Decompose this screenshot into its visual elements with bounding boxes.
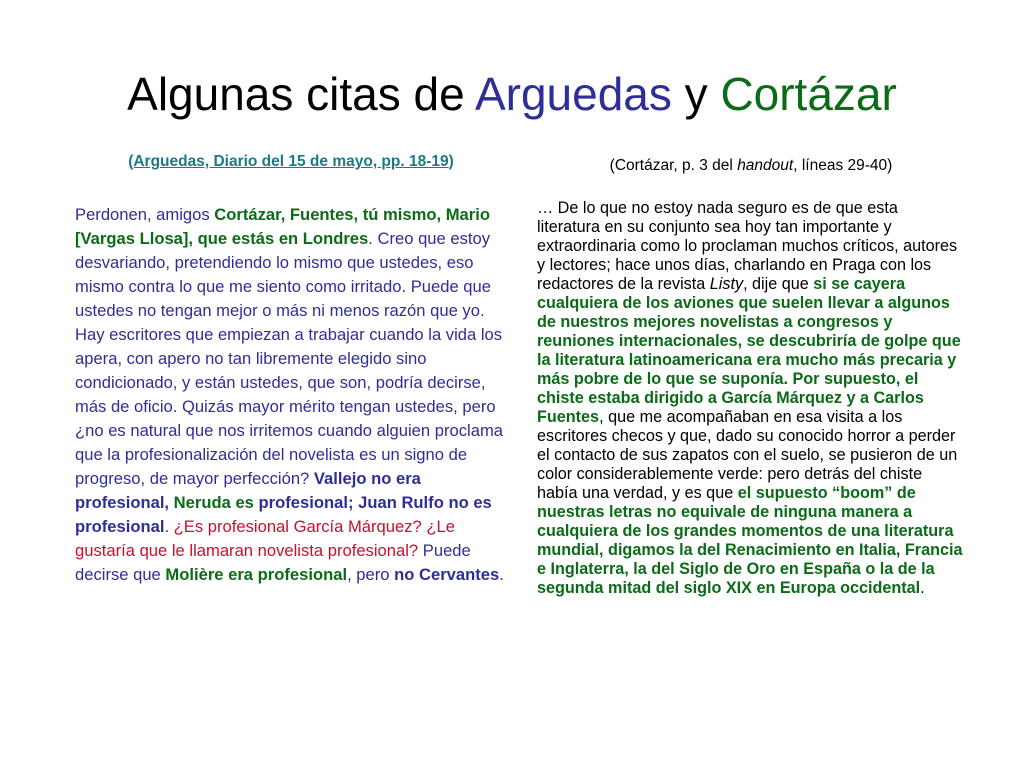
cortazar-source-pre: (Cortázar, p. 3 del	[609, 157, 738, 174]
title-prefix: Algunas citas de	[127, 68, 475, 120]
cortazar-quote-column	[537, 148, 965, 598]
quote-emphasis: no Cervantes	[394, 565, 500, 584]
quote-emphasis: Molière era profesional	[165, 565, 348, 584]
quote-text: .	[920, 579, 925, 597]
arguedas-source-close: )	[448, 153, 454, 170]
quote-italic: Listy	[709, 275, 744, 293]
cortazar-source-handout: handout	[737, 157, 794, 174]
quote-text: .	[499, 565, 504, 584]
arguedas-source-link[interactable]: (Arguedas, Diario del 15 de mayo, pp. 18-19	[128, 153, 449, 170]
quote-emphasis: si se cayera cualquiera de los aviones que suelen llevar a algunos de nuestros mejores novelistas a congresos y reuniones internacionales, se descubriría de golpe que la literatura latinoamericana era mucho más precaria y más pobre de lo que se suponía. Por supuesto, el chiste estaba dirigido a García Márquez y a Carlos Fuentes	[537, 275, 961, 426]
quote-text: , pero	[347, 565, 395, 584]
title-conjunction: y	[671, 68, 721, 120]
quote-text: , que me acompañaban en esa visita a los escritores checos y que, dado su conocido horror a perder el contacto de sus zapatos con el suelo, se pusieron de un color considerablemente verde: pero detrás del chiste había una verdad, y es que	[537, 408, 958, 502]
title-arguedas: Arguedas	[474, 68, 672, 120]
arguedas-quote-column	[75, 148, 507, 587]
quote-emphasis: Vallejo no era profesional,	[75, 469, 421, 512]
quote-emphasis: Cortázar, Fuentes, tú mismo, Mario [Vargas Llosa], que estás en Londres	[75, 205, 490, 248]
title-cortazar: Cortázar	[720, 68, 897, 120]
quote-emphasis: profesional; Juan Rulfo no es profesional	[75, 493, 492, 536]
quote-text: . Creo que estoy desvariando, pretendiendo lo mismo que ustedes, eso mismo contra lo que me siento como irritado. Puede que ustedes no tengan mejor o más ni menos razón que yo. Hay escritores que empiezan a trabajar cuando la vida los apera, con apero no tan libremente elegido sino condicionado, y están ustedes, que son, podría decirse, más de oficio. Quizás mayor mérito tengan ustedes, pero ¿no es natural que nos irritemos cuando alguien proclama que la profesionalización del novelista es un signo de progreso, de mayor perfección?	[75, 229, 503, 488]
quote-text: .	[164, 517, 174, 536]
quote-question: ¿Es profesional García Márquez? ¿Le gustaría que le llamaran novelista profesional?	[75, 517, 455, 560]
slide-title	[0, 66, 1024, 122]
arguedas-quote-text	[75, 203, 507, 587]
quote-emphasis: Neruda es	[173, 493, 254, 512]
arguedas-source	[75, 148, 507, 171]
cortazar-source	[537, 148, 965, 175]
quote-text: … De lo que no estoy nada seguro es de que esta literatura en su conjunto sea hoy tan importante y extraordinaria como lo proclaman muchos críticos, autores y lectores; hace unos días, charlando en Praga con los redactores de la revista	[537, 199, 958, 293]
cortazar-quote-text	[537, 199, 965, 598]
quote-text: Puede decirse que	[75, 541, 471, 584]
cortazar-source-post: , líneas 29-40)	[793, 157, 893, 174]
quote-emphasis: el supuesto “boom” de nuestras letras no equivale de ninguna manera a cualquiera de los grandes momentos de una literatura mundial, digamos la del Renacimiento en Italia, Francia e Inglaterra, la del Siglo de Oro en España o la de la segunda mitad del siglo XIX en Europa occidental	[537, 484, 963, 597]
quote-text: Perdonen, amigos	[75, 205, 215, 224]
quote-text: , dije que	[743, 275, 814, 293]
